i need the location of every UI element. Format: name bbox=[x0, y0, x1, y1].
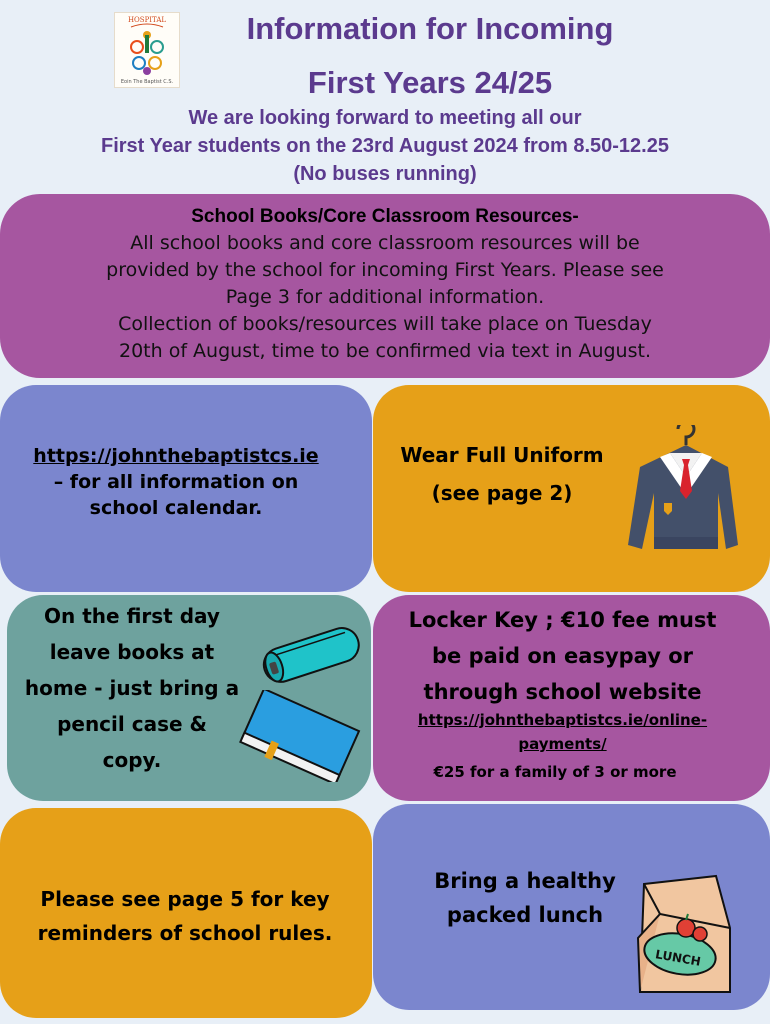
first-day-text bbox=[7, 598, 257, 778]
uniform-heading: Wear Full Uniform bbox=[400, 443, 604, 467]
locker-text bbox=[375, 602, 750, 710]
locker-line: Locker Key ; €10 fee must bbox=[408, 608, 717, 632]
rules-line: reminders of school rules. bbox=[37, 921, 333, 945]
first-day-line: home - just bring a bbox=[24, 676, 240, 700]
first-day-line: On the first day bbox=[44, 604, 220, 628]
payments-link-line[interactable]: payments/ bbox=[518, 735, 607, 753]
locker-line: be paid on easypay or bbox=[432, 644, 693, 668]
books-body-line: Collection of books/resources will take place on Tuesday bbox=[118, 313, 652, 335]
intro-line-3: (No buses running) bbox=[293, 163, 477, 185]
website-text-line: school calendar. bbox=[89, 497, 263, 519]
logo-bottom-text: Eoin The Baptist C.S. bbox=[120, 79, 174, 85]
books-body-line: 20th of August, time to be confirmed via text in August. bbox=[119, 340, 651, 362]
rules-line: Please see page 5 for key bbox=[40, 887, 330, 911]
first-day-line: leave books at bbox=[49, 640, 215, 664]
lunch-line: Bring a healthy bbox=[434, 869, 616, 893]
family-fee-text: €25 for a family of 3 or more bbox=[433, 763, 677, 781]
title-line-1: Information for Incoming bbox=[246, 11, 614, 46]
lunch-bag-label: LUNCH bbox=[654, 947, 702, 969]
page-title bbox=[180, 6, 680, 106]
locker-line: through school website bbox=[423, 680, 702, 704]
title-line-2: First Years 24/25 bbox=[307, 65, 553, 100]
copybook-icon bbox=[236, 690, 366, 782]
books-body bbox=[10, 230, 760, 365]
intro-text bbox=[0, 104, 770, 188]
intro-line-2: First Year students on the 23rd August 2024 from 8.50-12.25 bbox=[101, 135, 669, 157]
pencil-case-icon bbox=[256, 614, 366, 694]
books-body-line: Page 3 for additional information. bbox=[225, 286, 545, 308]
books-body-line: provided by the school for incoming First Years. Please see bbox=[106, 259, 664, 281]
school-website-link[interactable]: https://johnthebaptistcs.ie bbox=[33, 445, 319, 467]
books-body-line: All school books and core classroom resources will be bbox=[130, 232, 640, 254]
website-description bbox=[6, 469, 346, 521]
school-crest-icon bbox=[114, 12, 180, 88]
uniform-subtext: (see page 2) bbox=[431, 481, 573, 505]
first-day-line: pencil case & bbox=[57, 712, 207, 736]
logo-top-text: HOSPITAL bbox=[127, 16, 167, 24]
payments-link-line[interactable]: https://johnthebaptistcs.ie/online- bbox=[417, 711, 708, 729]
lunch-line: packed lunch bbox=[446, 903, 604, 927]
books-heading: School Books/Core Classroom Resources- bbox=[191, 206, 579, 227]
lunch-text bbox=[400, 864, 650, 932]
website-text-line: – for all information on bbox=[53, 471, 299, 493]
first-day-line: copy. bbox=[102, 748, 162, 772]
lunch-bag-icon bbox=[630, 868, 740, 998]
intro-line-1: We are looking forward to meeting all our bbox=[188, 107, 582, 129]
school-jumper-icon bbox=[620, 425, 740, 565]
online-payments-link[interactable] bbox=[375, 708, 750, 756]
rules-text bbox=[10, 882, 360, 950]
